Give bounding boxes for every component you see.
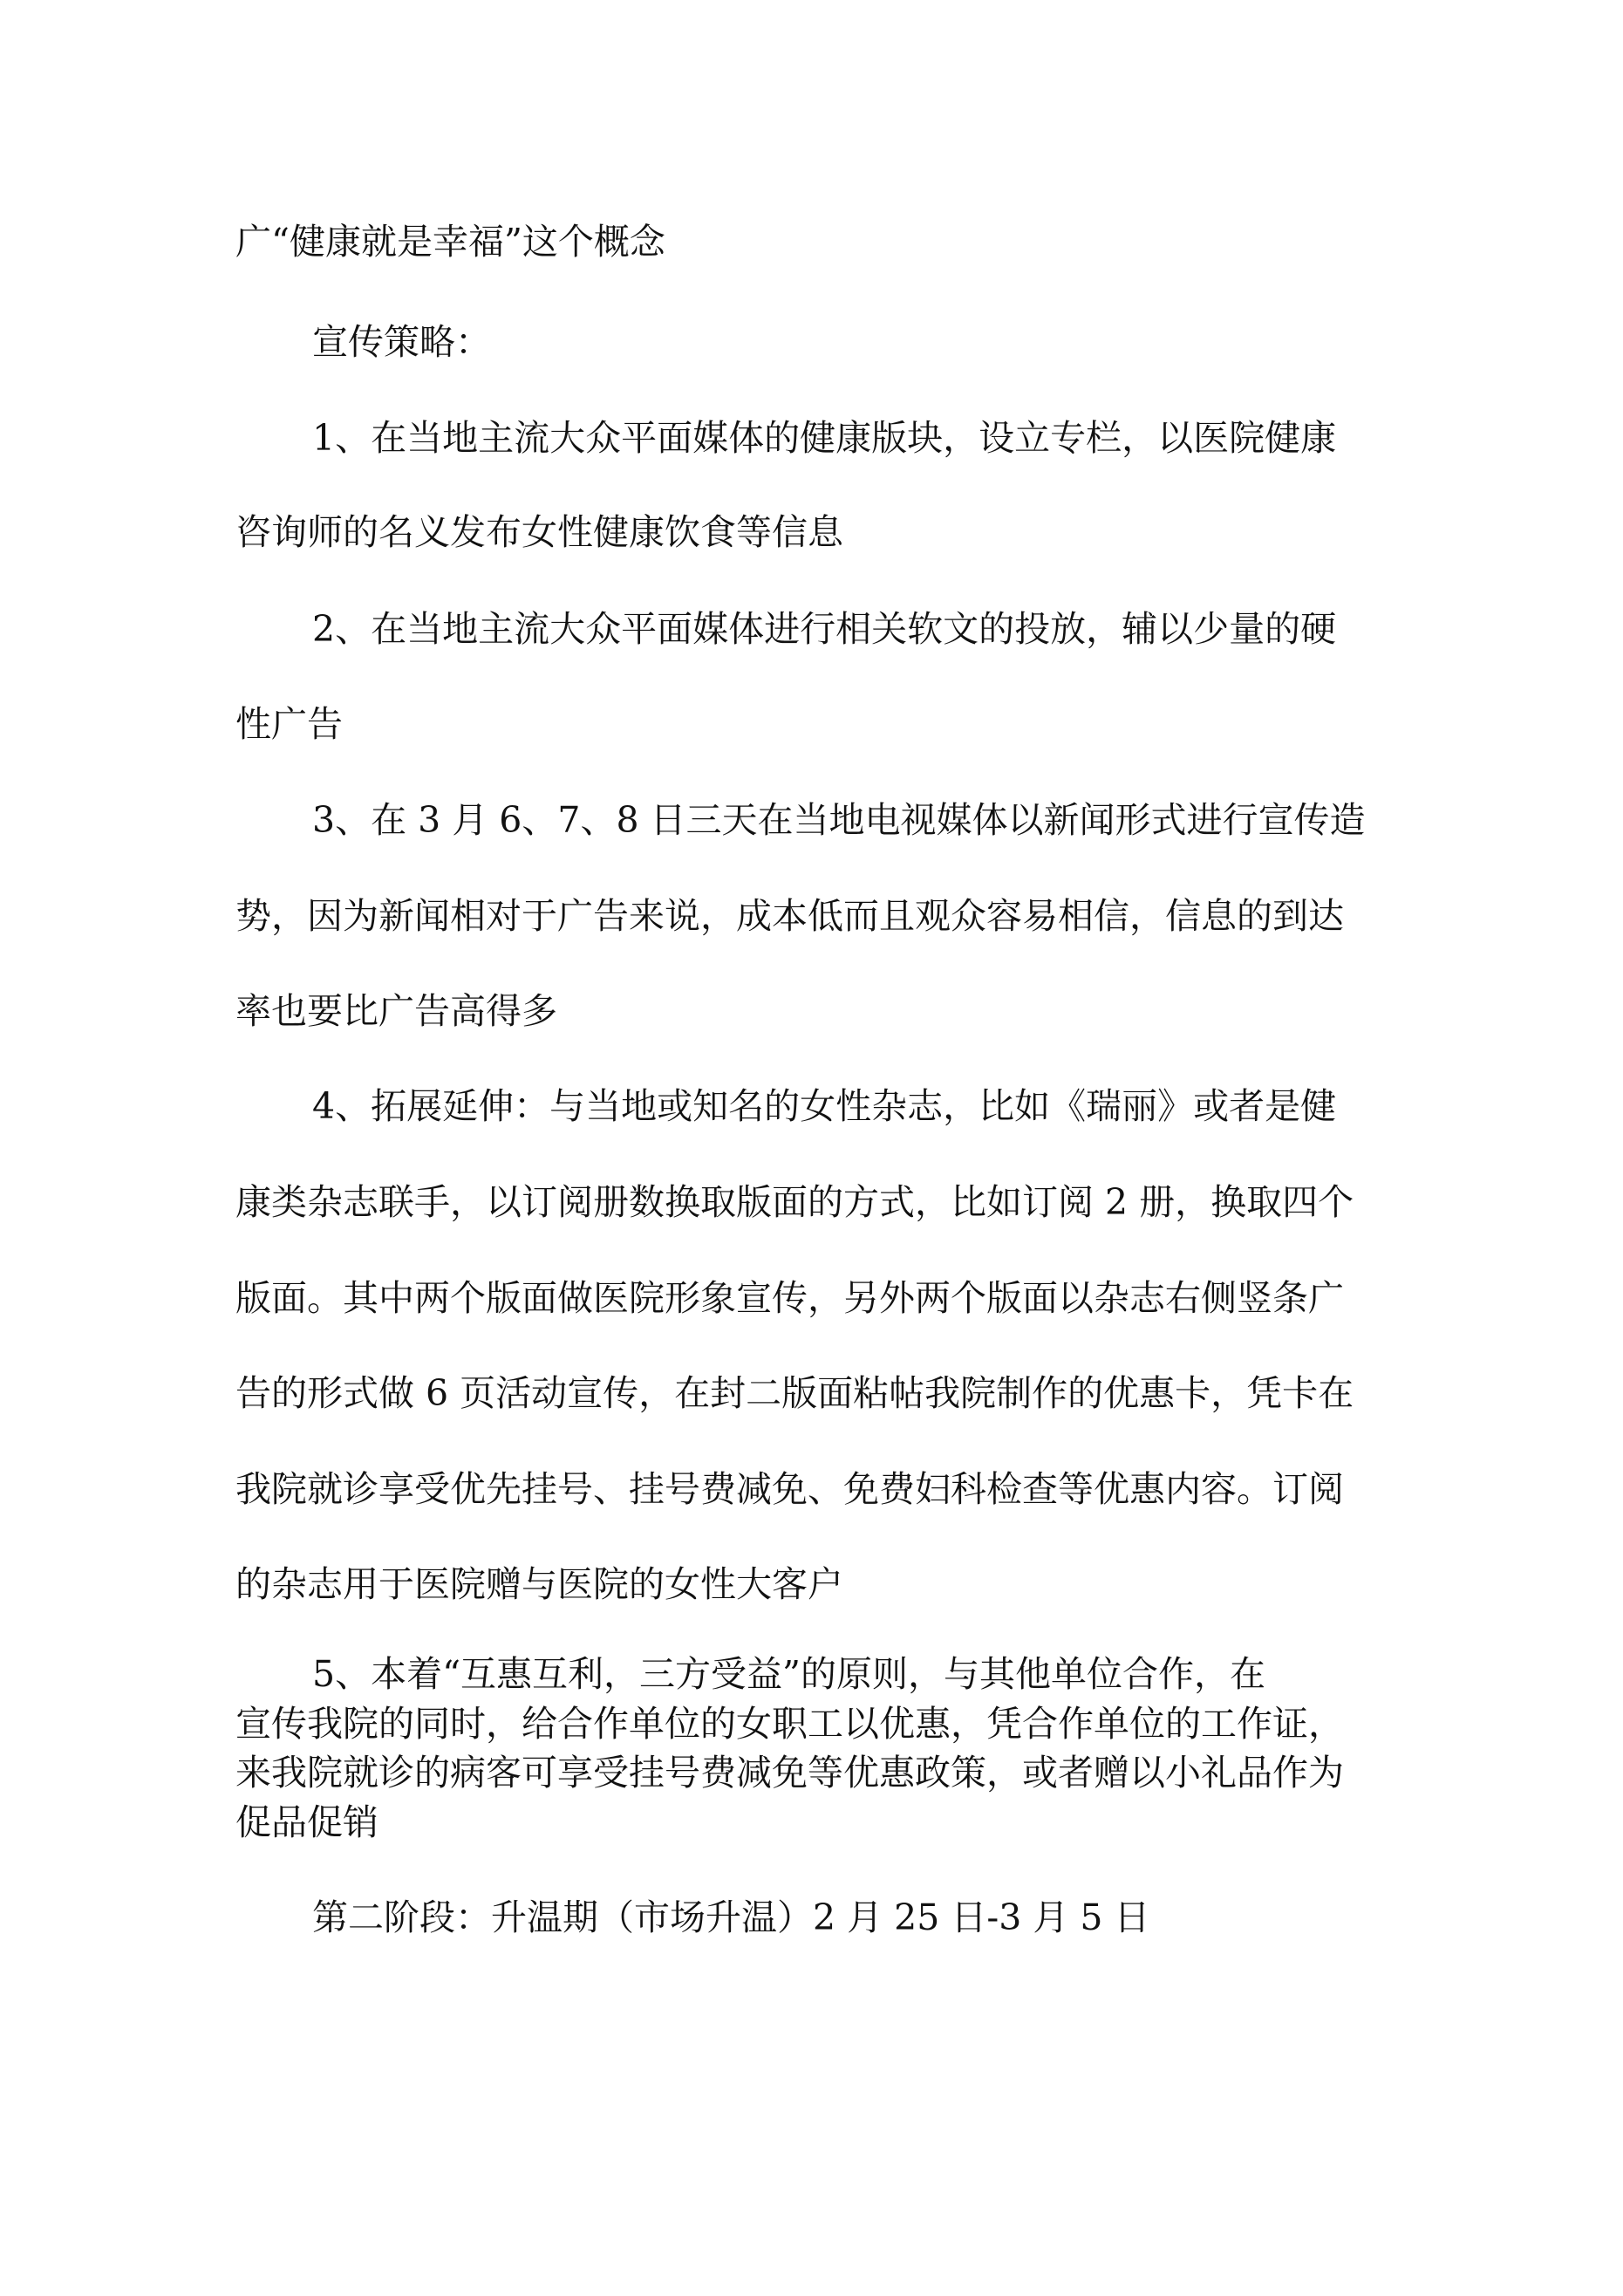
- section-heading: 宣传策略：: [312, 321, 491, 363]
- paragraph-line: 1、在当地主流大众平面媒体的健康版块，设立专栏，以医院健康: [312, 417, 1337, 459]
- paragraph-line: 广“健康就是幸福”这个概念: [235, 221, 665, 263]
- paragraph-line: 率也要比广告高得多: [235, 990, 557, 1032]
- paragraph-line: 4、拓展延伸：与当地或知名的女性杂志，比如《瑞丽》或者是健: [312, 1085, 1337, 1127]
- paragraph-line: 促品促销: [235, 1801, 378, 1843]
- paragraph-line: 5、本着“互惠互利，三方受益”的原则，与其他单位合作，在: [312, 1653, 1266, 1695]
- paragraph-line: 性广告: [235, 703, 343, 745]
- paragraph-line: 我院就诊享受优先挂号、挂号费减免、免费妇科检查等优惠内容。订阅: [235, 1468, 1344, 1510]
- phase-heading: 第二阶段：升温期（市场升温）2 月 25 日-3 月 5 日: [312, 1896, 1150, 1938]
- paragraph-line: 势，因为新闻相对于广告来说，成本低而且观众容易相信，信息的到达: [235, 895, 1344, 937]
- paragraph-line: 版面。其中两个版面做医院形象宣传，另外两个版面以杂志右侧竖条广: [235, 1277, 1344, 1319]
- paragraph-line: 来我院就诊的病客可享受挂号费减免等优惠政策，或者赠以小礼品作为: [235, 1752, 1344, 1794]
- paragraph-line: 告的形式做 6 页活动宣传，在封二版面粘帖我院制作的优惠卡，凭卡在: [235, 1372, 1354, 1414]
- paragraph-line: 2、在当地主流大众平面媒体进行相关软文的投放，辅以少量的硬: [312, 608, 1337, 650]
- paragraph-line: 康类杂志联手，以订阅册数换取版面的方式，比如订阅 2 册，换取四个: [235, 1181, 1354, 1223]
- paragraph-line: 咨询师的名义发布女性健康饮食等信息: [235, 511, 843, 553]
- paragraph-line: 的杂志用于医院赠与医院的女性大客户: [235, 1563, 843, 1605]
- paragraph-line: 宣传我院的同时，给合作单位的女职工以优惠，凭合作单位的工作证，: [235, 1703, 1344, 1745]
- paragraph-line: 3、在 3 月 6、7、8 日三天在当地电视媒体以新闻形式进行宣传造: [312, 799, 1366, 841]
